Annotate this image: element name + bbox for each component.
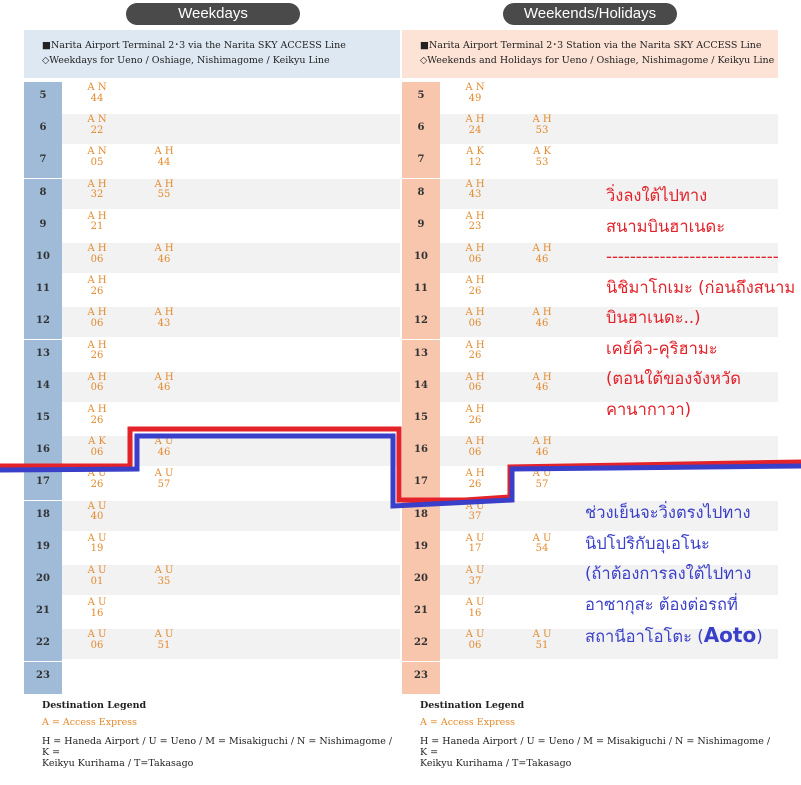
departure-minute: 46	[157, 382, 171, 394]
departure-minute: 32	[90, 189, 104, 201]
train-type: A H	[154, 146, 174, 158]
train-type: A H	[465, 436, 485, 448]
legend-keys-line1: H = Haneda Airport / U = Ueno / M = Misakiguchi / N = Nishimagome / K =	[420, 736, 771, 758]
hour-cell: 6	[402, 114, 440, 146]
train-type: A U	[465, 532, 485, 544]
weekends-tab[interactable]: Weekends/Holidays	[503, 3, 677, 25]
hour-cell: 14	[24, 372, 62, 404]
departure-minute: 26	[90, 285, 104, 297]
train-type: A H	[465, 210, 485, 222]
train-type: A N	[87, 82, 107, 93]
train-type: A U	[87, 500, 107, 512]
train-type: A H	[154, 307, 174, 319]
train-type: A H	[154, 243, 174, 254]
hour-cell: 10	[24, 243, 62, 275]
hour-cell: 8	[402, 179, 440, 211]
train-type: A H	[87, 275, 107, 287]
train-type: A K	[533, 146, 551, 158]
blue-annotation-lines	[585, 498, 763, 620]
departure-minute: 57	[157, 478, 171, 490]
departure-minute: 54	[535, 543, 549, 555]
departure-minute: 26	[90, 478, 104, 490]
train-type: A U	[465, 629, 485, 641]
hour-cell: 13	[402, 340, 440, 372]
hour-cell: 21	[402, 597, 440, 629]
departure-minute: 21	[90, 221, 104, 233]
train-type: A U	[465, 597, 485, 609]
departure-minute: 46	[157, 446, 171, 458]
hour-cell: 15	[24, 404, 62, 436]
annotation-line: สนามบินฮาเนดะ	[606, 216, 726, 236]
annotation-line: ช่วงเย็นจะวิ่งตรงไปทาง	[585, 503, 751, 522]
departure-minute: 06	[468, 253, 482, 265]
departure-minute: 57	[535, 478, 549, 490]
train-type: A H	[465, 275, 485, 287]
hour-cell: 11	[24, 275, 62, 307]
blue-annotation	[585, 498, 763, 653]
blue-last-suffix: )	[756, 627, 763, 646]
hour-cell: 22	[24, 629, 62, 661]
train-type: A N	[465, 82, 485, 93]
departure-minute: 05	[90, 156, 104, 168]
train-type: A H	[532, 371, 552, 383]
departure-minute: 53	[535, 156, 549, 168]
hour-cell: 11	[402, 275, 440, 307]
train-type: A U	[532, 468, 552, 480]
annotation-line: อาซากุสะ ต้องต่อรถที่	[585, 594, 738, 614]
train-type: A H	[532, 114, 552, 126]
legend-title: Destination Legend	[42, 700, 147, 711]
departure-minute: 24	[468, 124, 482, 136]
blue-last-prefix: สถานีอาโอโตะ (	[585, 627, 704, 646]
hour-cell: 20	[24, 565, 62, 597]
legend-title: Destination Legend	[420, 700, 525, 711]
departure-minute: 55	[157, 189, 171, 201]
train-type: A H	[87, 243, 107, 254]
train-type: A H	[465, 404, 485, 415]
train-type: A U	[532, 532, 552, 544]
train-type: A H	[532, 436, 552, 448]
hour-cell: 5	[24, 82, 62, 114]
blue-annotation-last-line	[585, 620, 763, 653]
train-type: A H	[532, 243, 552, 254]
weekdays-header-line1: ■Narita Airport Terminal 2･3 via the Narita SKY ACCESS Line	[42, 40, 346, 51]
hour-cell: 17	[402, 468, 440, 500]
train-type: A H	[87, 210, 107, 222]
legend-keys-line1: H = Haneda Airport / U = Ueno / M = Misakiguchi / N = Nishimagome / K =	[42, 736, 393, 758]
departure-minute: 12	[468, 156, 482, 168]
hour-cell: 12	[402, 307, 440, 339]
departure-minute: 44	[90, 92, 104, 104]
train-type: A K	[466, 146, 484, 158]
train-type: A U	[154, 629, 174, 641]
train-type: A H	[465, 178, 485, 190]
hour-cell: 17	[24, 468, 62, 500]
departure-minute: 46	[535, 446, 549, 458]
hour-cell: 9	[402, 211, 440, 243]
departure-minute: 06	[468, 446, 482, 458]
train-type: A H	[87, 404, 107, 415]
train-type: A N	[87, 146, 107, 158]
departure-minute: 17	[468, 543, 482, 555]
hour-cell: 7	[24, 146, 62, 178]
train-type: A U	[154, 565, 174, 576]
train-type: A H	[87, 371, 107, 383]
train-type: A N	[87, 114, 107, 126]
hour-cell: 6	[24, 114, 62, 146]
annotation-line: บินฮาเนดะ..)	[606, 308, 701, 327]
train-type: A H	[465, 243, 485, 254]
hour-cell: 23	[24, 662, 62, 694]
hour-cell: 23	[402, 662, 440, 694]
annotation-line: วิ่งลงใต้ไปทาง	[606, 186, 708, 205]
train-type: A U	[154, 468, 174, 480]
departure-minute: 26	[90, 350, 104, 362]
departure-minute: 26	[468, 350, 482, 362]
departure-minute: 06	[90, 446, 104, 458]
train-type: A U	[532, 629, 552, 641]
departure-minute: 19	[90, 543, 104, 555]
hour-cell: 5	[402, 82, 440, 114]
departure-minute: 06	[90, 317, 104, 329]
departure-minute: 43	[157, 317, 171, 329]
weekends-header-line1: ■Narita Airport Terminal 2･3 Station via the Narita SKY ACCESS Line	[420, 40, 762, 51]
train-type: A U	[87, 629, 107, 641]
departure-minute: 53	[535, 124, 549, 136]
departure-minute: 16	[90, 607, 104, 619]
train-type: A H	[87, 307, 107, 319]
departure-minute: 16	[468, 607, 482, 619]
departure-minute: 43	[468, 189, 482, 201]
departure-minute: 46	[535, 253, 549, 265]
train-type: A H	[87, 339, 107, 351]
departure-minute: 06	[468, 639, 482, 651]
legend-access-express: A = Access Express	[42, 717, 138, 728]
departure-minute: 26	[90, 414, 104, 426]
hour-cell: 12	[24, 307, 62, 339]
train-type: A H	[532, 307, 552, 319]
train-type: A H	[465, 114, 485, 126]
hour-cell: 7	[402, 146, 440, 178]
departure-minute: 06	[90, 639, 104, 651]
departure-minute: 51	[157, 639, 171, 651]
departure-minute: 37	[468, 511, 482, 523]
train-type: A H	[465, 468, 485, 480]
hour-cell: 14	[402, 372, 440, 404]
hour-cell: 13	[24, 340, 62, 372]
departure-minute: 46	[535, 317, 549, 329]
annotation-line: (ตอนใต้ของจังหวัด	[606, 369, 741, 388]
legend-keys-line2: Keikyu Kurihama / T=Takasago	[420, 758, 572, 769]
departure-minute: 40	[90, 511, 104, 523]
weekdays-tab[interactable]: Weekdays	[126, 3, 300, 25]
train-type: A U	[87, 468, 107, 480]
hour-cell: 16	[24, 436, 62, 468]
train-type: A U	[87, 532, 107, 544]
departure-minute: 01	[90, 575, 104, 587]
weekends-header-line2: ◇Weekends and Holidays for Ueno / Oshiage, Nishimagome / Keikyu Line	[420, 55, 775, 66]
departure-minute: 49	[468, 92, 482, 104]
departure-minute: 44	[157, 156, 171, 168]
aoto-label: Aoto	[703, 623, 757, 647]
hour-cell: 21	[24, 597, 62, 629]
hour-cell: 16	[402, 436, 440, 468]
departure-minute: 35	[157, 575, 171, 587]
annotation-line: คานากาวา)	[606, 399, 692, 419]
legend-keys-line2: Keikyu Kurihama / T=Takasago	[42, 758, 194, 769]
departure-minute: 46	[535, 382, 549, 394]
red-annotation	[606, 181, 795, 425]
weekdays-header-line2: ◇Weekdays for Ueno / Oshiage, Nishimagome / Keikyu Line	[42, 55, 330, 66]
departure-minute: 06	[468, 317, 482, 329]
departure-minute: 06	[468, 382, 482, 394]
annotation-line: -----------------------------	[606, 247, 779, 266]
hour-cell: 9	[24, 211, 62, 243]
train-type: A H	[87, 178, 107, 190]
train-type: A U	[154, 436, 174, 448]
annotation-line: (ถ้าต้องการลงใต้ไปทาง	[585, 564, 752, 583]
legend-access-express: A = Access Express	[420, 717, 516, 728]
hour-cell: 22	[402, 629, 440, 661]
hour-cell: 19	[402, 533, 440, 565]
train-type: A U	[87, 597, 107, 609]
train-type: A U	[87, 565, 107, 576]
hour-cell: 19	[24, 533, 62, 565]
hour-cell: 20	[402, 565, 440, 597]
departure-minute: 06	[90, 382, 104, 394]
train-type: A U	[465, 500, 485, 512]
hour-cell: 8	[24, 179, 62, 211]
train-type: A H	[154, 371, 174, 383]
annotation-line: นิปโปริกับอุเอโนะ	[585, 533, 710, 553]
departure-minute: 26	[468, 285, 482, 297]
hour-cell: 10	[402, 243, 440, 275]
hour-cell: 18	[402, 501, 440, 533]
annotation-line: นิชิมาโกเมะ (ก่อนถึงสนาม	[606, 277, 796, 297]
red-route-line	[0, 429, 801, 500]
departure-minute: 26	[468, 478, 482, 490]
train-type: A K	[88, 436, 106, 448]
departure-minute: 06	[90, 253, 104, 265]
hour-cell: 18	[24, 501, 62, 533]
departure-minute: 26	[468, 414, 482, 426]
train-type: A H	[465, 371, 485, 383]
train-type: A U	[465, 565, 485, 576]
train-type: A H	[465, 307, 485, 319]
departure-minute: 23	[468, 221, 482, 233]
departure-minute: 37	[468, 575, 482, 587]
annotation-line: เคย์คิว-คุริฮามะ	[606, 338, 718, 358]
hour-cell: 15	[402, 404, 440, 436]
departure-minute: 51	[535, 639, 549, 651]
departure-minute: 22	[90, 124, 104, 136]
departure-minute: 46	[157, 253, 171, 265]
train-type: A H	[465, 339, 485, 351]
train-type: A H	[154, 178, 174, 190]
